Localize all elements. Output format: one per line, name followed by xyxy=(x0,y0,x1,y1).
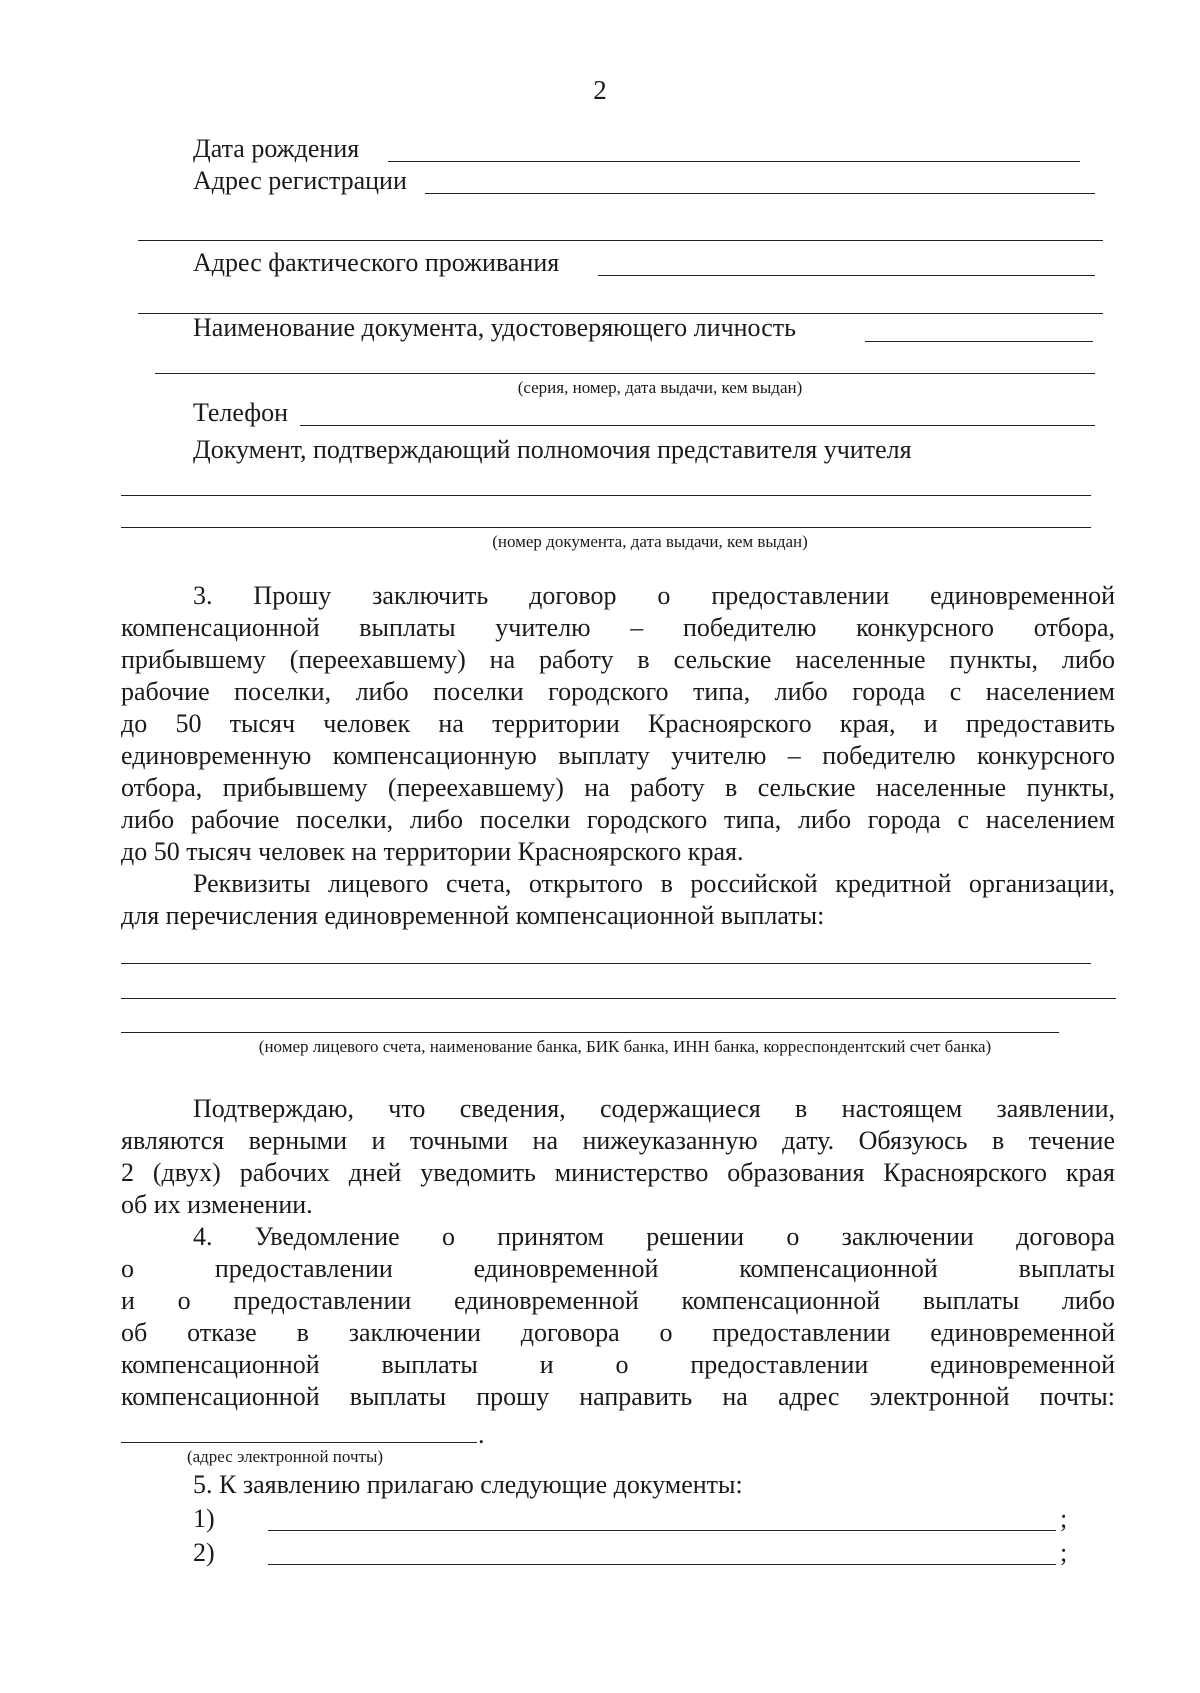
identity-document-caption: (серия, номер, дата выдачи, кем выдан) xyxy=(517,378,803,397)
section-3-line: либо рабочие поселки, либо поселки городского типа, либо города с населением xyxy=(121,805,1115,834)
account-field-line1[interactable] xyxy=(121,963,1091,964)
representative-document-field[interactable] xyxy=(121,495,1091,496)
account-details-line: Реквизиты лицевого счета, открытого в российской кредитной организации, xyxy=(193,869,1115,898)
section-3-line: единовременную компенсационную выплату учителю – победителю конкурсного xyxy=(121,741,1115,770)
page-number: 2 xyxy=(593,75,607,105)
account-caption: (номер лицевого счета, наименование банка, БИК банка, ИНН банка, корреспондентский счет банка) xyxy=(258,1037,992,1056)
section-3-line: компенсационной выплаты учителю – победителю конкурсного отбора, xyxy=(121,613,1115,642)
section-5-heading: 5. К заявлению прилагаю следующие документы: xyxy=(193,1470,743,1499)
attachment-item-end: ; xyxy=(1060,1538,1068,1567)
section-4-line: компенсационной выплаты прошу направить на адрес электронной почты: xyxy=(121,1382,1115,1411)
representative-document-caption: (номер документа, дата выдачи, кем выдан) xyxy=(492,532,808,551)
section-4-line: компенсационной выплаты и о предоставлении единовременной xyxy=(121,1350,1115,1379)
birth-date-label: Дата рождения xyxy=(193,134,360,163)
section-3-line: до 50 тысяч человек на территории Красноярского края, и предоставить xyxy=(121,709,1115,738)
registration-address-field[interactable] xyxy=(425,193,1095,194)
attachment-item-field[interactable] xyxy=(268,1530,1056,1531)
identity-document-field-line2[interactable] xyxy=(155,373,1095,374)
email-field[interactable] xyxy=(121,1442,477,1443)
confirmation-line: об их изменении. xyxy=(121,1190,313,1219)
section-3-line: рабочие поселки, либо поселки городского типа, либо города с населением xyxy=(121,677,1115,706)
account-details-line: для перечисления единовременной компенсационной выплаты: xyxy=(121,901,825,930)
registration-address-label: Адрес регистрации xyxy=(193,166,407,195)
confirmation-line: Подтверждаю, что сведения, содержащиеся в настоящем заявлении, xyxy=(193,1094,1115,1123)
actual-address-field[interactable] xyxy=(598,275,1095,276)
section-3-line: отбора, прибывшему (переехавшему) на работу в сельские населенные пункты, xyxy=(121,773,1115,802)
birth-date-field[interactable] xyxy=(388,161,1080,162)
confirmation-line: 2 (двух) рабочих дней уведомить министерство образования Красноярского края xyxy=(121,1158,1115,1187)
account-field-line2[interactable] xyxy=(121,998,1116,999)
identity-document-label: Наименование документа, удостоверяющего личность xyxy=(193,313,796,342)
attachment-item-field[interactable] xyxy=(268,1564,1056,1565)
attachment-item-number: 1) xyxy=(193,1504,215,1533)
section-4-line: об отказе в заключении договора о предоставлении единовременной xyxy=(121,1318,1115,1347)
actual-address-label: Адрес фактического проживания xyxy=(193,248,560,277)
registration-address-field-line2[interactable] xyxy=(138,240,1103,241)
representative-document-field-line2[interactable] xyxy=(121,527,1091,528)
identity-document-field[interactable] xyxy=(865,341,1093,342)
representative-document-label: Документ, подтверждающий полномочия представителя учителя xyxy=(193,435,912,464)
section-4-line: 4. Уведомление о принятом решении о заключении договора xyxy=(193,1222,1115,1251)
email-caption: (адрес электронной почты) xyxy=(186,1447,384,1466)
phone-label: Телефон xyxy=(193,398,289,427)
phone-field[interactable] xyxy=(300,425,1095,426)
section-3-line: прибывшему (переехавшему) на работу в сельские населенные пункты, либо xyxy=(121,645,1115,674)
account-field-line3[interactable] xyxy=(121,1032,1059,1033)
section-3-line: 3. Прошу заключить договор о предоставлении единовременной xyxy=(193,581,1115,610)
confirmation-line: являются верными и точными на нижеуказанную дату. Обязуюсь в течение xyxy=(121,1126,1115,1155)
attachment-item-end: ; xyxy=(1060,1504,1068,1533)
attachment-item-number: 2) xyxy=(193,1538,215,1567)
email-field-period: . xyxy=(478,1420,485,1449)
section-4-line: о предоставлении единовременной компенсационной выплаты xyxy=(121,1254,1115,1283)
section-3-line: до 50 тысяч человек на территории Красноярского края. xyxy=(121,837,744,866)
section-4-line: и о предоставлении единовременной компенсационной выплаты либо xyxy=(121,1286,1115,1315)
